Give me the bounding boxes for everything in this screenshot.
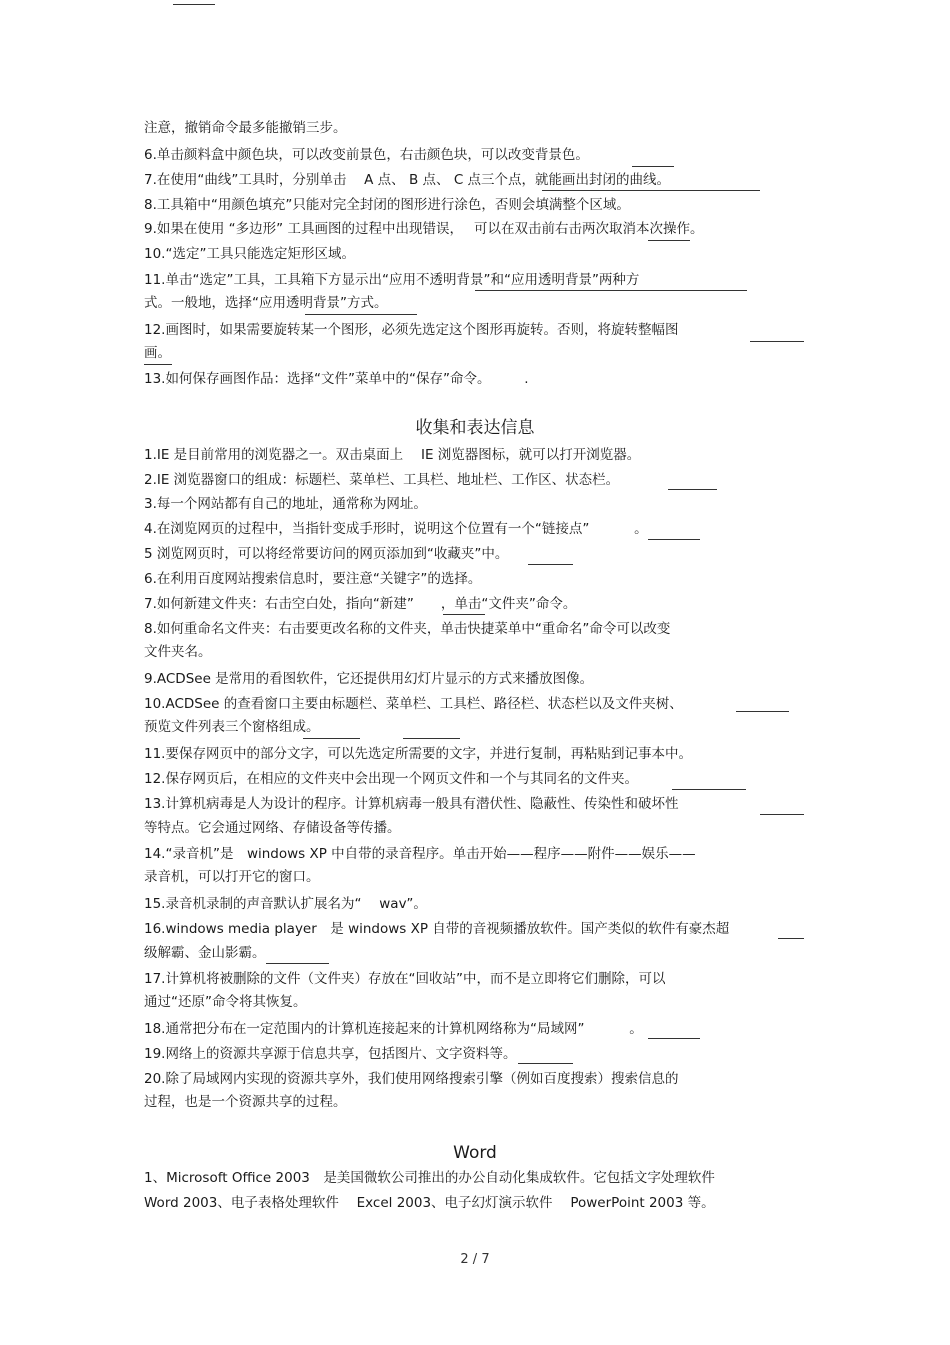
paragraph-line: 通过“还原”命令将其恢复。 <box>144 994 307 1010</box>
page-number: 2 / 7 <box>460 1252 490 1267</box>
paragraph-line: 18.通常把分布在一定范围内的计算机连接起来的计算机网络称为“局域网” 。 <box>144 1021 643 1037</box>
paragraph-line: 1、Microsoft Office 2003 是美国微软公司推出的办公自动化集成软件。它包括文字处理软件 <box>144 1170 715 1186</box>
paragraph-line: 7.在使用“曲线”工具时，分别单击 A 点、 B 点、 C 点三个点，就能画出封闭的曲线。 <box>144 172 671 188</box>
paragraph-line: 3.每一个网站都有自己的地址，通常称为网址。 <box>144 496 427 512</box>
answer-underline <box>518 1063 573 1064</box>
answer-underline <box>760 814 804 815</box>
answer-underline <box>648 240 690 241</box>
paragraph-line: 20.除了局域网内实现的资源共享外，我们使用网络搜索引擎（例如百度搜索）搜索信息的 <box>144 1071 679 1087</box>
paragraph-line: 13.如何保存画图作品：选择“文件”菜单中的“保存”命令。 . <box>144 371 529 387</box>
paragraph-line: 19.网络上的资源共享源于信息共享，包括图片、文字资料等。 <box>144 1046 517 1062</box>
paragraph-line: 4.在浏览网页的过程中，当指针变成手形时，说明这个位置有一个“链接点” 。 <box>144 521 648 537</box>
paragraph-line: 式。一般地，选择“应用透明背景”方式。 <box>144 295 388 311</box>
section-heading: 收集和表达信息 <box>415 418 535 438</box>
paragraph-line: 13.计算机病毒是人为设计的程序。计算机病毒一般具有潜伏性、隐蔽性、传染性和破坏性 <box>144 796 679 812</box>
paragraph-line: 级解霸、金山影霸。 <box>144 945 266 961</box>
section-heading: Word <box>453 1143 497 1163</box>
answer-underline <box>648 539 700 540</box>
answer-underline <box>144 364 172 365</box>
top-rule <box>173 4 215 5</box>
paragraph-line: 11.单击“选定”工具，工具箱下方显示出“应用不透明背景”和“应用透明背景”两种方 <box>144 272 640 288</box>
answer-underline <box>528 564 573 565</box>
paragraph-line: 10.“选定”工具只能选定矩形区域。 <box>144 246 355 262</box>
paragraph-line: 过程，也是一个资源共享的过程。 <box>144 1094 347 1110</box>
answer-underline <box>672 789 746 790</box>
answer-underline <box>443 614 485 615</box>
paragraph-line: 2.IE 浏览器窗口的组成：标题栏、菜单栏、工具栏、地址栏、工作区、状态栏。 <box>144 472 620 488</box>
answer-underline <box>403 738 460 739</box>
paragraph-line: 10.ACDSee 的查看窗口主要由标题栏、菜单栏、工具栏、路径栏、状态栏以及文件夹树、 <box>144 696 683 712</box>
answer-underline <box>736 711 789 712</box>
answer-underline <box>648 1038 700 1039</box>
answer-underline <box>303 738 360 739</box>
answer-underline <box>266 963 329 964</box>
paragraph-line: 文件夹名。 <box>144 644 212 660</box>
paragraph-line: Word 2003、电子表格处理软件 Excel 2003、电子幻灯演示软件 PowerPoint 2003 等。 <box>144 1195 715 1211</box>
paragraph-line: 8.工具箱中“用颜色填充”只能对完全封闭的图形进行涂色，否则会填满整个区域。 <box>144 197 630 213</box>
paragraph-line: 6.在利用百度网站搜索信息时，要注意“关键字”的选择。 <box>144 571 482 587</box>
answer-underline <box>632 166 674 167</box>
answer-underline <box>668 489 717 490</box>
paragraph-line: 17.计算机将被删除的文件（文件夹）存放在“回收站”中，而不是立即将它们删除，可以 <box>144 971 666 987</box>
paragraph-line: 等特点。它会通过网络、存储设备等传播。 <box>144 820 401 836</box>
paragraph-line: 9.ACDSee 是常用的看图软件，它还提供用幻灯片显示的方式来播放图像。 <box>144 671 594 687</box>
paragraph-line: 5 浏览网页时，可以将经常要访问的网页添加到“收藏夹”中。 <box>144 546 509 562</box>
answer-underline <box>542 190 760 191</box>
paragraph-line: 16.windows media player 是 windows XP 自带的音视频播放软件。国产类似的软件有豪杰超 <box>144 921 730 937</box>
paragraph-line: 7.如何新建文件夹：右击空白处，指向“新建” ，单击“文件夹”命令。 <box>144 596 577 612</box>
answer-underline <box>750 341 804 342</box>
answer-underline <box>475 290 747 291</box>
paragraph-line: 预览文件列表三个窗格组成。 <box>144 719 320 735</box>
paragraph-line: 6.单击颜料盒中颜色块，可以改变前景色，右击颜色块，可以改变背景色。 <box>144 147 589 163</box>
paragraph-line: 12.画图时，如果需要旋转某一个图形，必须先选定这个图形再旋转。否则，将旋转整幅图 <box>144 322 679 338</box>
paragraph-line: 注意，撤销命令最多能撤销三步。 <box>144 120 347 136</box>
paragraph-line: 14.“录音机”是 windows XP 中自带的录音程序。单击开始——程序——附件——娱乐—— <box>144 846 696 862</box>
paragraph-line: 9.如果在使用 “多边形” 工具画图的过程中出现错误， 可以在双击前右击两次取消本次操作。 <box>144 221 704 237</box>
paragraph-line: 录音机，可以打开它的窗口。 <box>144 869 320 885</box>
paragraph-line: 11.要保存网页中的部分文字，可以先选定所需要的文字，并进行复制，再粘贴到记事本中。 <box>144 746 692 762</box>
paragraph-line: 1.IE 是目前常用的浏览器之一。双击桌面上 IE 浏览器图标，就可以打开浏览器。 <box>144 447 641 463</box>
paragraph-line: 画。 <box>144 345 171 361</box>
answer-underline <box>305 314 417 315</box>
paragraph-line: 15.录音机录制的声音默认扩展名为“ wav”。 <box>144 896 427 912</box>
paragraph-line: 12.保存网页后，在相应的文件夹中会出现一个网页文件和一个与其同名的文件夹。 <box>144 771 638 787</box>
paragraph-line: 8.如何重命名文件夹：右击要更改名称的文件夹，单击快捷菜单中“重命名”命令可以改变 <box>144 621 671 637</box>
answer-underline <box>778 938 804 939</box>
